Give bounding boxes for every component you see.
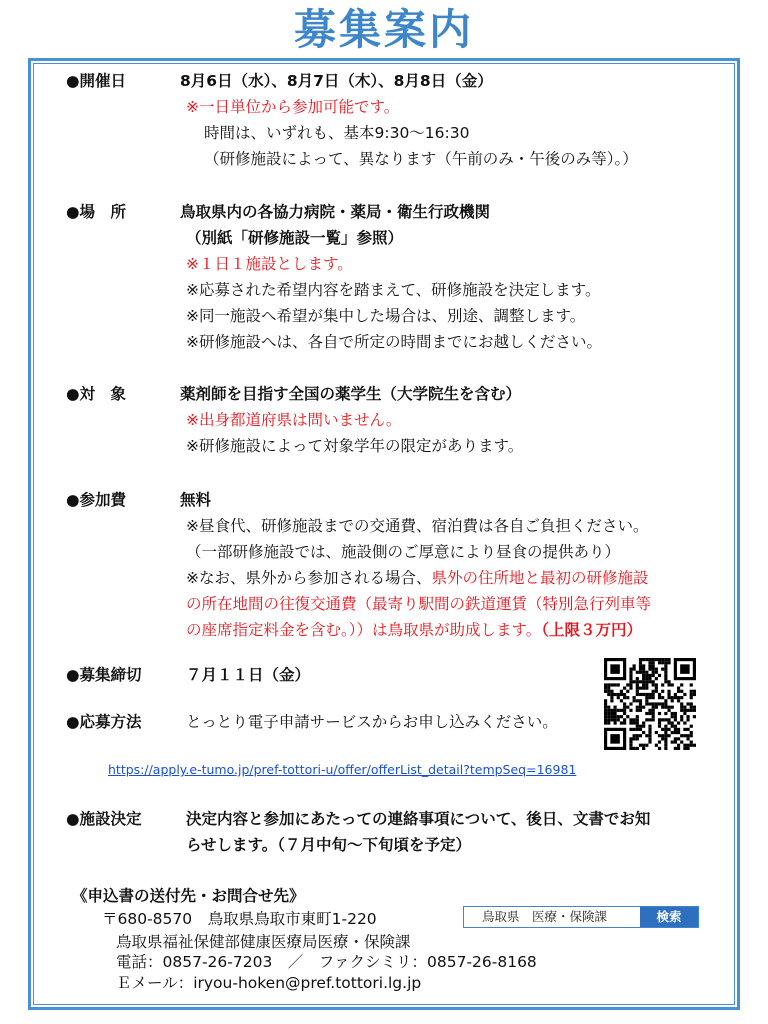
place-note-3: ※研修施設へは、各自で所定の時間までにお越しください。: [186, 333, 602, 351]
place-ref: （別紙「研修施設一覧」参照）: [186, 229, 404, 247]
decision-line-1: 決定内容と参加にあたっての連絡事項について、後日、文書でお知: [186, 810, 651, 828]
search-button[interactable]: 検索: [640, 907, 698, 927]
fee-note-5-text: の座席指定料金を含む。））は鳥取県が助成します。: [186, 621, 542, 639]
place-label: ●場 所: [66, 203, 127, 221]
apply-link[interactable]: https://apply.e-tumo.jp/pref-tottori-u/offer/offerList_detail?tempSeq=16981: [108, 762, 577, 777]
contact-heading: 《申込書の送付先・お問合せ先》: [72, 887, 305, 905]
fee-note-2: （一部研修施設では、施設側のご厚意により昼食の提供あり）: [186, 543, 621, 561]
page-title: 募集案内: [293, 5, 474, 54]
fee-note-5: [186, 619, 642, 641]
dates-time-note: （研修施設によって、異なります（午前のみ・午後のみ等）。）: [204, 150, 638, 168]
place-note-red: ※１日１施設とします。: [186, 255, 353, 273]
place-value: 鳥取県内の各協力病院・薬局・衛生行政機関: [180, 203, 491, 221]
decision-label: ●施設決定: [66, 810, 142, 828]
deadline-label: ●募集締切: [66, 666, 142, 684]
decision-line-2: らせします。（７月中旬〜下旬頃を予定）: [186, 836, 472, 854]
target-note-red: ※出身都道府県は問いません。: [186, 411, 402, 429]
dates-value: 8月6日（水）、8月7日（木）、8月8日（金）: [180, 72, 493, 90]
contact-phone: 電話：0857-26-7203 ／ ファクシミリ：0857-26-8168: [116, 953, 537, 971]
fee-note-3: [186, 567, 649, 589]
target-note: ※研修施設によって対象学年の限定があります。: [186, 437, 524, 455]
place-note-2: ※同一施設へ希望が集中した場合は、別途、調整します。: [186, 307, 586, 325]
target-label: ●対 象: [66, 385, 127, 403]
fee-label: ●参加費: [66, 491, 127, 509]
search-box[interactable]: [463, 906, 699, 928]
apply-value: とっとり電子申請サービスからお申し込みください。: [186, 713, 558, 731]
dates-label: ●開催日: [66, 72, 127, 90]
fee-note-3-black: ※なお、県外から参加される場合、: [186, 569, 432, 587]
dates-note: ※一日単位から参加可能です。: [186, 98, 400, 116]
apply-label: ●応募方法: [66, 713, 142, 731]
contact-email: Ｅメール：iryou-hoken@pref.tottori.lg.jp: [116, 974, 422, 992]
contact-dept: 鳥取県福祉保健部健康医療局医療・保険課: [116, 933, 411, 951]
contact-address: 〒680-8570 鳥取県鳥取市東町1-220: [102, 910, 377, 928]
fee-note-4: の所在地間の往復交通費（最寄り駅間の鉄道運賃（特別急行列車等: [186, 595, 652, 613]
deadline-value: ７月１１日（金）: [186, 666, 311, 684]
fee-limit: （上限３万円）: [541, 621, 643, 639]
fee-value: 無料: [180, 491, 212, 509]
fee-note-1: ※昼食代、研修施設までの交通費、宿泊費は各自ご負担ください。: [186, 517, 649, 535]
dates-time: 時間は、いずれも、基本9:30〜16:30: [204, 124, 470, 142]
fee-note-3-red: 県外の住所地と最初の研修施設: [431, 569, 649, 587]
search-text[interactable]: 鳥取県 医療・保険課: [482, 909, 608, 924]
target-value: 薬剤師を目指す全国の薬学生（大学院生を含む）: [180, 385, 522, 403]
qr-code-image: [604, 658, 696, 750]
place-note-1: ※応募された希望内容を踏まえて、研修施設を決定します。: [186, 281, 601, 299]
